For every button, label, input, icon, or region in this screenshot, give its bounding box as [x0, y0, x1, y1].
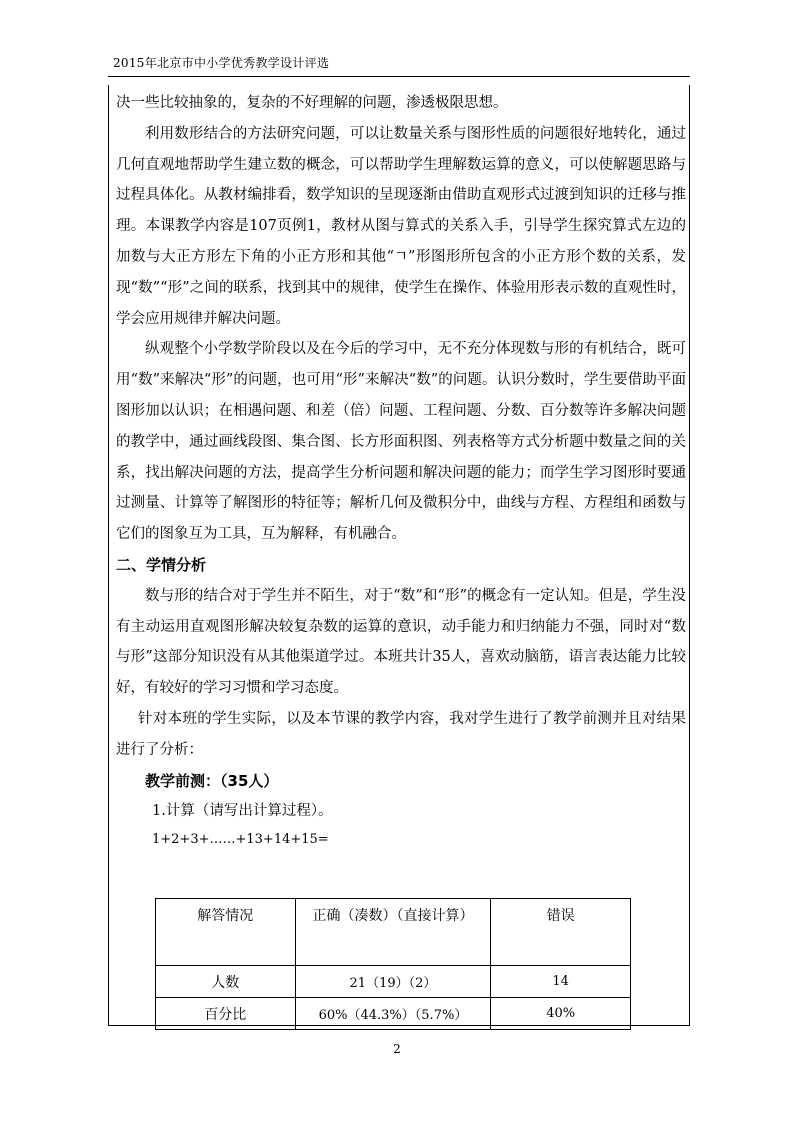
table-header-cell: 解答情况 — [156, 899, 296, 966]
table-header-cell: 错误 — [491, 899, 631, 966]
paragraph-pretest-intro: 针对本班的学生实际，以及本节课的教学内容，我对学生进行了教学前测并且对结果进行了分析： — [116, 710, 686, 758]
pretest-heading: 教学前测：（35人） — [145, 771, 279, 790]
document-body — [116, 88, 686, 854]
table-cell: 14 — [491, 966, 631, 998]
page-number: 2 — [393, 1042, 401, 1056]
table-cell: 40% — [491, 998, 631, 1030]
paragraph-overview: 纵观整个小学数学阶段以及在今后的学习中，无不充分体现数与形的有机结合，既可用“数”来解决“形”的问题，也可用“形”来解决“数”的问题。认识分数时，学生要借助平面图形加以认识；在相遇问题、和差（倍）问题、工程问题、分数、百分数等许多解决问题的教学中，通过画线段图、集合图、长方形面积图、列表格等方式分析题中数量之间的关系，找出解决问题的方法，提高学生分析问题和解决问题的能力；而学生学习图形时要通过测量、计算等了解图形的特征等；解析几何及微积分中，曲线与方程、方程组和函数与它们的图象互为工具，互为解释，有机融合。 — [116, 341, 686, 543]
table-row — [156, 998, 631, 1030]
table-row — [156, 966, 631, 998]
table-cell: 21（19）（2） — [295, 966, 491, 998]
paragraph-student-analysis: 数与形的结合对于学生并不陌生，对于“数”和“形”的概念有一定认知。但是，学生没有主动运用直观图形解决较复杂数的运算的意识，动手能力和归纳能力不强，同时对“数与形”这部分知识没有从其他渠道学过。本班共计35人，喜欢动脑筋，语言表达能力比较好，有较好的学习习惯和学习态度。 — [116, 587, 686, 697]
paragraph-number-shape-method: 利用数形结合的方法研究问题，可以让数量关系与图形性质的问题很好地转化，通过几何直观地帮助学生建立数的概念，可以帮助学生理解数运算的意义，可以使解题思路与过程具体化。从教材编排看，数学知识的呈现逐渐由借助直观形式过渡到知识的迁移与推理。本课教学内容是107页例1，教材从图与算式的关系入手，引导学生探究算式左边的加数与大正方形左下角的小正方形和其他“ㄱ”形图形所包含的小正方形个数的关系，发现“数”“形”之间的联系，找到其中的规律，使学生在操作、体验用形表示数的直观性时，学会应用规律并解决问题。 — [116, 125, 686, 327]
page-header: 2015年北京市中小学优秀教学设计评选 — [113, 56, 330, 70]
section-heading-student-analysis: 二、学情分析 — [116, 555, 207, 574]
table-header-row — [156, 899, 631, 966]
table-header-cell: 正确（凑数）（直接计算） — [295, 899, 491, 966]
pretest-results-table — [155, 898, 631, 1030]
table-cell: 百分比 — [156, 998, 296, 1030]
pretest-item-1: 1.计算（请写出计算过程）。 — [152, 802, 333, 819]
table-cell: 60%（44.3%）（5.7%） — [295, 998, 491, 1030]
table-cell: 人数 — [156, 966, 296, 998]
header-divider — [108, 76, 690, 77]
paragraph-continuation: 决一些比较抽象的，复杂的不好理解的问题，渗透极限思想。 — [116, 95, 508, 111]
pretest-formula: 1+2+3+……+13+14+15= — [152, 831, 329, 847]
